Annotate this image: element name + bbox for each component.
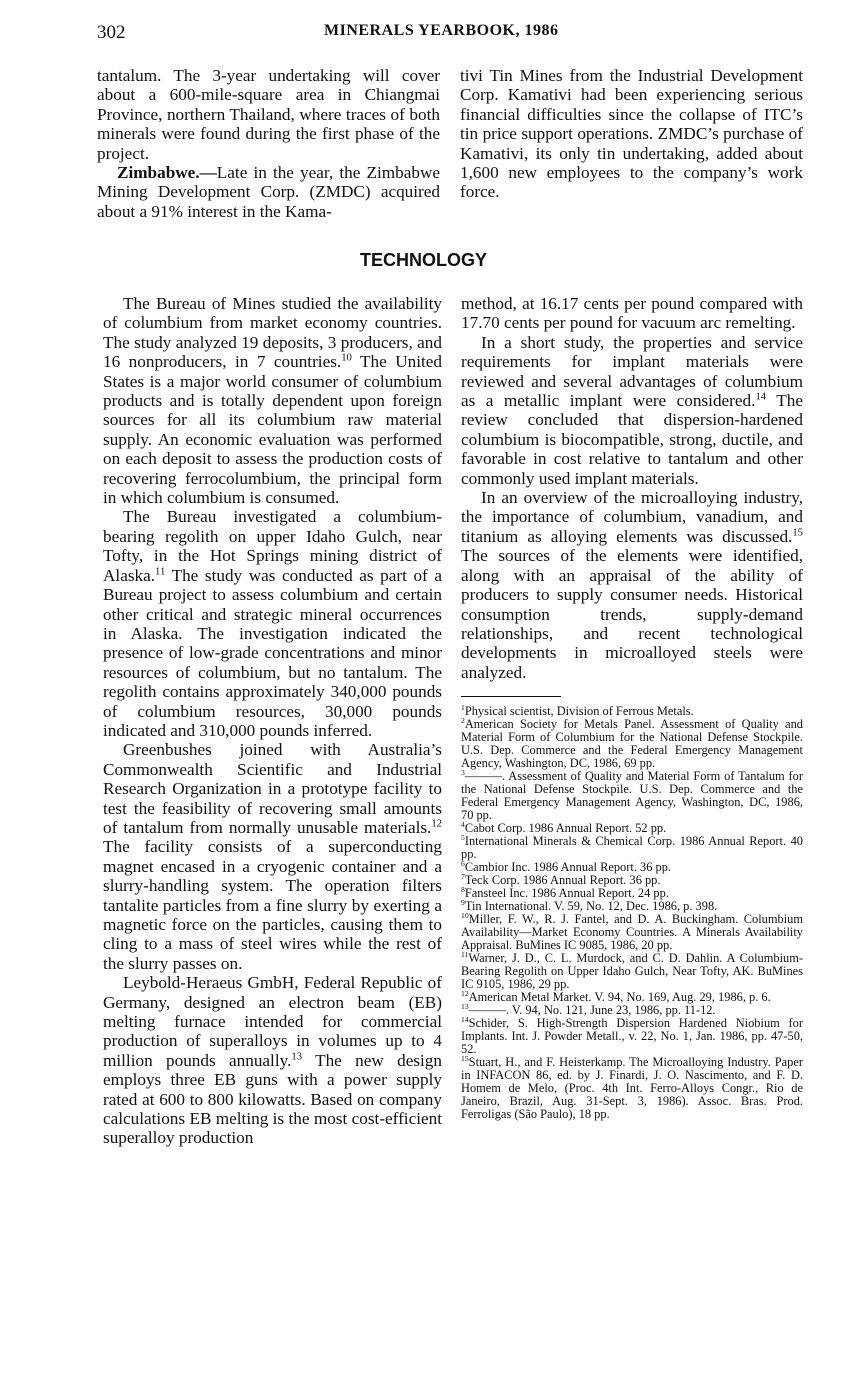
page-header	[97, 18, 800, 48]
paragraph: tantalum. The 3-year undertaking will cover about a 600-mile-square area in Chiangmai Province, northern Thailand, where traces of both minerals were found during the first phase of the project.	[97, 66, 440, 163]
footnote-ref: 15	[792, 527, 803, 539]
paragraph: In a short study, the properties and service requirements for implant materials were reviewed and several advantages of columbium as a metallic implant were considered.$^{14}$ The review concluded that dispersion-hardened columbium is biocompatible, strong, ductile, and favorable in cost relative to tantalum and other commonly used implant materials.	[461, 332, 803, 488]
paragraph: tivi Tin Mines from the Industrial Development Corp. Kamativi had been experiencing serious financial difficulties since the collapse of ITC’s tin price support operations. ZMDC’s purchase of Kamativi, its only tin undertaking, added about 1,600 new employees to the company’s work force.	[460, 66, 803, 202]
section-title: TECHNOLOGY	[359, 250, 487, 270]
footnote-ref: 10	[341, 352, 352, 364]
footnote: $^7$Teck Corp. 1986 Annual Report. 36 pp.	[461, 872, 661, 888]
top-left-column	[97, 66, 440, 221]
paragraph: The Bureau investigated a columbium-bearing regolith on upper Idaho Gulch, near Tofty, in the Hot Springs mining district of Alaska.$^{11}$ The study was conducted as part of a Bureau project to assess columbium and certain other critical and strategic mineral occurrences in Alaska. The investigation indicated the presence of low-grade concentrations and minor resources of columbium, but no tantalum. The regolith contains approximately 340,000 pounds of columbium resources, 30,000 pounds indicated and 310,000 pounds inferred.	[103, 507, 442, 740]
footnote-ref: 13	[291, 1051, 303, 1063]
page-number: 302	[97, 22, 126, 43]
footnote: $^{12}$American Metal Market. V. 94, No. 169, Aug. 29, 1986, p. 6.	[461, 989, 771, 1005]
country-heading: Zimbabwe.—	[117, 163, 217, 183]
top-right-column	[460, 66, 803, 202]
footnote: $^{11}$Warner, J. D., C. L. Murdock, and C. D. Dahlin. A Columbium-Bearing Regolith on Upper Idaho Gulch, Near Tofty, AK. BuMines IC 9105, 1986, 29 pp.	[461, 950, 803, 992]
paragraph: The Bureau of Mines studied the availability of columbium from market economy countries. The study analyzed 19 deposits, 3 producers, and 16 nonproducers, in 7 countries.$^{10}$ The United States is a major world consumer of columbium products and is totally dependent upon foreign sources for all its columbium raw material supply. An economic evaluation was performed on each deposit to assess the production costs of recovering ferrocolumbium, the principal form in which columbium is consumed.	[103, 294, 442, 508]
paragraph: In an overview of the microalloying industry, the importance of columbium, vanadium, and titanium as alloying elements was discussed.$^{15}$ The sources of the elements were identified, along with an appraisal of the ability of producers to supply consumer needs. Historical consumption trends, supply-demand relationships, and recent technological developments in microalloyed steels were analyzed.	[461, 488, 803, 682]
footnote: $^3$———. Assessment of Quality and Material Form of Tantalum for the National Defense Stockpile. U.S. Dep. Commerce and the Federal Emergency Management Agency, Washington, DC, 1986, 70 pp.	[461, 768, 803, 823]
footnote: $^5$International Minerals & Chemical Corp. 1986 Annual Report. 40 pp.	[461, 833, 803, 862]
paragraph: Zimbabwe.—Late in the year, the Zimbabwe Mining Development Corp. (ZMDC) acquired about a 91% interest in the Kama-	[97, 163, 440, 221]
footnotes	[461, 705, 803, 1121]
footnote: $^{15}$Stuart, H., and F. Heisterkamp. The Microalloying Industry. Paper in INFACON 86, ed. by J. Finardi, J. O. Nascimento, and F. D. Homem de Melo, (Proc. 4th Int. Ferro-Alloys Congr., Rio de Janeiro, Brazil, Aug. 31-Sept. 3, 1986). Assoc. Bras. Prod. Ferroligas (São Paulo), 18 pp.	[461, 1054, 803, 1122]
footnote: $^{14}$Schider, S. High-Strength Dispersion Hardened Niobium for Implants. Int. J. Powder Metall., v. 22, No. 1, Jan. 1986, pp. 47-50, 52.	[461, 1015, 803, 1057]
footnote-ref: 11	[155, 565, 166, 577]
footnote: $^9$Tin International. V. 59, No. 12, Dec. 1986, p. 398.	[461, 898, 718, 914]
footnote-ref: 12	[431, 818, 442, 830]
footnote: $^1$Physical scientist, Division of Ferrous Metals.	[461, 703, 694, 719]
left-column	[103, 294, 442, 1148]
footnote-ref: 14	[755, 391, 767, 403]
right-column	[461, 294, 803, 1121]
footnote: $^{13}$———. V. 94, No. 121, June 23, 1986, pp. 11-12.	[461, 1002, 716, 1018]
paragraph: method, at 16.17 cents per pound compared with 17.70 cents per pound for vacuum arc remelting.	[461, 294, 803, 333]
paragraph: Greenbushes joined with Australia’s Commonwealth Scientific and Industrial Research Organization in a prototype facility to test the feasibility of recovering small amounts of tantalum from normally unusable materials.$^{12}$ The facility consists of a superconducting magnet encased in a cryogenic container and a slurry-handling system. The operation filters tantalite particles from a fine slurry by exerting a magnetic force on the particles, causing them to cling to a mass of steel wires while the rest of the slurry passes on.	[103, 740, 442, 973]
footnote: $^{10}$Miller, F. W., R. J. Fantel, and D. A. Buckingham. Columbium Availability—Market Economy Countries. A Minerals Availability Appraisal. BuMines IC 9085, 1986, 20 pp.	[461, 911, 803, 953]
footnote: $^2$American Society for Metals Panel. Assessment of Quality and Material Form of Columbium for the National Defense Stockpile. U.S. Dep. Commerce and the Federal Emergency Management Agency, Washington, DC, 1986, 69 pp.	[461, 716, 803, 771]
running-title: MINERALS YEARBOOK, 1986	[324, 22, 559, 39]
footnote-divider	[461, 696, 561, 697]
footnote: $^4$Cabot Corp. 1986 Annual Report. 52 pp.	[461, 820, 667, 836]
footnote: $^6$Cambior Inc. 1986 Annual Report. 36 pp.	[461, 859, 671, 875]
footnote: $^8$Fansteel Inc. 1986 Annual Report. 24 pp.	[461, 885, 669, 901]
paragraph: Leybold-Heraeus GmbH, Federal Republic of Germany, designed an electron beam (EB) melting furnace intended for commercial production of superalloys in volumes up to 4 million pounds annually.$^{13}$ The new design employs three EB guns with a power supply rated at 600 to 800 kilowatts. Based on company calculations EB melting is the most cost-efficient superalloy production	[103, 973, 442, 1148]
